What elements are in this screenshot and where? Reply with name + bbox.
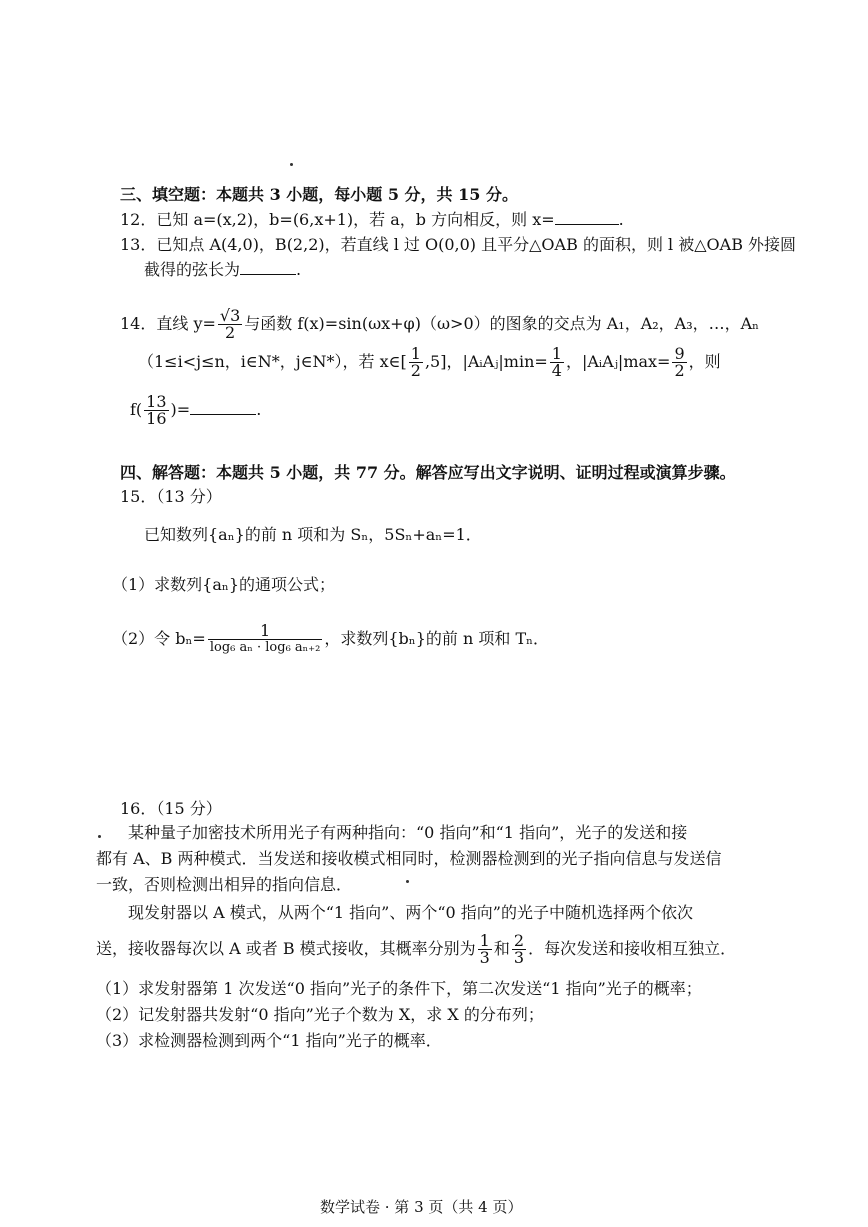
q13-end: . (296, 260, 302, 279)
question-16-part1: （1）求发射器第 1 次发送“0 指向”光子的条件下，第二次发送“1 指向”光子的概率； (96, 979, 702, 998)
question-14-line2 (138, 344, 721, 380)
question-16-part2: （2）记发射器共发射“0 指向”光子个数为 X，求 X 的分布列； (96, 1005, 544, 1024)
question-12 (120, 209, 624, 231)
section-4-header: 四、解答题：本题共 5 小题，共 77 分。解答应写出文字说明、证明过程或演算步骤。 (120, 463, 736, 482)
q15-p2-post: ，求数列{bₙ}的前 n 项和 Tₙ． (324, 629, 550, 648)
question-16-line4: 现发射器以 A 模式，从两个“1 指向”、两个“0 指向”的光子中随机选择两个依次 (128, 903, 693, 922)
q12-text: 12．已知 a=(x,2)，b=(6,x+1)，若 a，b 方向相反，则 x= (120, 210, 555, 229)
fraction-numerator: 9 (674, 344, 685, 363)
fraction-numerator: 13 (146, 392, 167, 411)
q12-end: . (618, 210, 624, 229)
fraction (478, 933, 492, 966)
scan-dot (406, 880, 409, 883)
answer-blank (190, 400, 256, 415)
answer-blank (240, 260, 296, 275)
q14-line2d: ，则 (688, 352, 721, 371)
fraction-denominator: 16 (146, 409, 167, 428)
q14-line3pre: f( (130, 400, 143, 419)
question-15-stem: 已知数列{aₙ}的前 n 项和为 Sₙ，5Sₙ+aₙ=1． (144, 525, 482, 544)
fraction (512, 933, 526, 966)
page-footer: 数学试卷 · 第 3 页（共 4 页） (320, 1198, 523, 1216)
fraction (218, 308, 242, 341)
scan-dot (290, 163, 293, 166)
question-15-title: 15．（13 分） (120, 487, 222, 506)
fraction-denominator: 2 (225, 323, 236, 342)
q14-line2a: （1≤i<j≤n，i∈N*，j∈N*），若 x∈[ (138, 352, 407, 371)
question-14-line3 (130, 392, 261, 428)
question-15-part1: （1）求数列{aₙ}的通项公式； (112, 575, 336, 594)
q16-l5-mid: 和 (493, 939, 510, 958)
question-16-line3: 一致，否则检测出相异的指向信息． (96, 875, 353, 894)
fraction-numerator: 1 (410, 344, 421, 363)
fraction (409, 346, 423, 379)
q14-end: . (256, 400, 262, 419)
fraction (672, 346, 686, 379)
fraction-numerator: 1 (479, 931, 490, 950)
fraction (144, 394, 168, 427)
question-16-part3: （3）求检测器检测到两个“1 指向”光子的概率． (96, 1031, 442, 1050)
fraction (550, 346, 564, 379)
question-16-line5 (96, 930, 736, 968)
q13-line2-text: 截得的弦长为 (144, 260, 241, 279)
fraction-numerator: √3 (219, 306, 241, 325)
q16-l5-pre: 送，接收器每次以 A 或者 B 模式接收，其概率分别为 (96, 939, 476, 958)
question-15-part2 (112, 620, 549, 658)
question-13-line1: 13．已知点 A(4,0)，B(2,2)，若直线 l 过 O(0,0) 且平分△OAB 的面积，则 l 被△OAB 外接圆 (120, 235, 797, 254)
fraction-denominator: 3 (479, 948, 490, 967)
q14-line2c: ，|AᵢAⱼ|max= (565, 352, 671, 371)
fraction-denominator: 3 (513, 948, 525, 967)
q14-mid: 与函数 f(x)=sin(ωx+φ)（ω>0）的图象的交点为 A₁，A₂，A₃，…，Aₙ (244, 314, 760, 333)
fraction-denominator: 4 (551, 361, 562, 380)
answer-blank (555, 210, 619, 225)
section-3-header: 三、填空题：本题共 3 小题，每小题 5 分，共 15 分。 (120, 185, 518, 204)
scan-dot (98, 835, 101, 838)
question-13-line2 (144, 259, 301, 281)
question-16-title: 16．（15 分） (120, 799, 222, 818)
fraction-denominator: 2 (410, 361, 421, 380)
fraction-numerator: 1 (208, 623, 323, 640)
fraction-denominator: log₆ aₙ · log₆ aₙ₊₂ (209, 640, 321, 655)
q15-p2-pre: （2）令 bₙ= (112, 629, 206, 648)
fraction-denominator: 2 (674, 361, 685, 380)
q14-pre: 14．直线 y= (120, 314, 216, 333)
question-14-line1 (120, 306, 759, 342)
q14-line2b: ,5]，|AᵢAⱼ|min= (424, 352, 548, 371)
question-16-line1: 某种量子加密技术所用光子有两种指向：“0 指向”和“1 指向”，光子的发送和接 (128, 823, 688, 842)
q16-l5-post: ．每次发送和接收相互独立． (528, 939, 737, 958)
q14-line3post: )= (170, 400, 191, 419)
fraction (208, 623, 323, 656)
question-16-line2: 都有 A、B 两种模式．当发送和接收模式相同时，检测器检测到的光子指向信息与发送信 (96, 849, 722, 868)
fraction-numerator: 1 (551, 344, 562, 363)
fraction-numerator: 2 (513, 931, 525, 950)
